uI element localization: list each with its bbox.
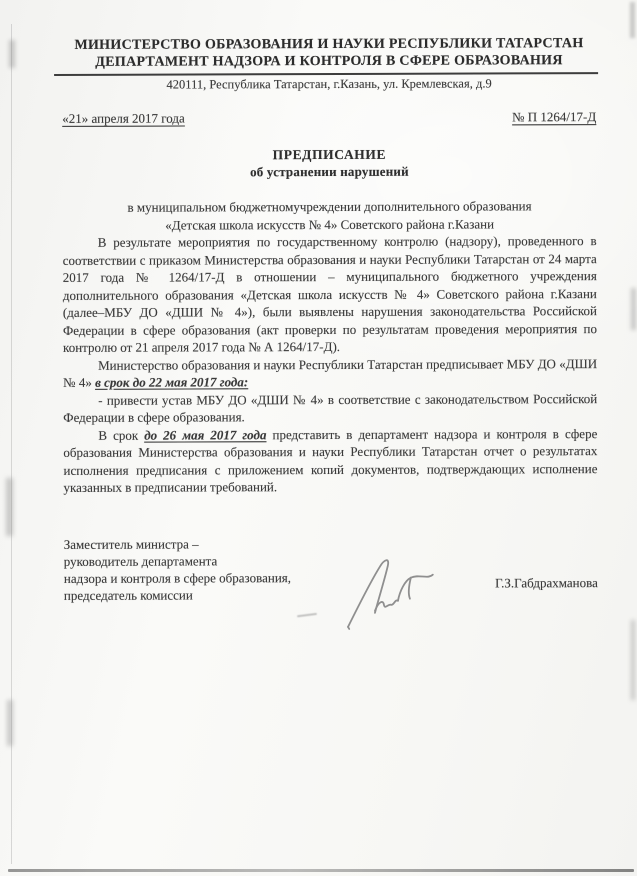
document-title — [62, 145, 596, 181]
scan-bottom-edge — [8, 869, 634, 872]
document-number: № П 1264/17-Д — [512, 109, 597, 125]
signer-title-line1: Заместитель министра – — [63, 535, 199, 552]
document-date: «21» апреля 2017 года — [62, 110, 185, 126]
document-subtitle — [63, 197, 597, 234]
scan-artifact — [9, 40, 15, 68]
paragraph-order-item: - привести устав МБУ ДО «ДШИ № 4» в соответствие с законодательством Российской Федерации в сфере образования. — [63, 390, 598, 425]
paragraph-findings: В результате мероприятия по государственному контролю (надзору), проведенного в соответствии с приказом Министерства образования и науки Республики Татарстан от 24 марта 2017 года № 1264/17-Д в отношении – муниципального бюджетного учреждения дополнительного образования «Детская школа искусств № 4» Советского района г.Казани (далее–МБУ ДО «ДШИ № 4»), были выявлены нарушения законодательства Российской Федерации в сфере образования (акт проверки по результатам проведения мероприятия по контролю от 21 апреля 2017 года № А 1264/17-Д). — [62, 233, 598, 355]
document-meta-row — [62, 109, 596, 127]
signer-title-line2: руководитель департамента — [63, 552, 218, 569]
scan-artifact — [631, 288, 636, 330]
signer-title-line3: надзора и контроля в сфере образования, — [63, 569, 292, 586]
department-name: ДЕПАРТАМЕНТ НАДЗОРА И КОНТРОЛЯ В СФЕРЕ ОБРАЗОВАНИЯ — [95, 53, 563, 70]
signer-title-line4: председатель комиссии — [63, 586, 193, 603]
document-content — [62, 35, 598, 635]
letterhead — [62, 35, 596, 71]
title-sub: об устранении нарушений — [250, 163, 409, 180]
handwritten-signature-icon — [340, 552, 440, 630]
signer-name: Г.З.Габдрахманова — [495, 574, 598, 590]
document-body — [63, 232, 598, 496]
order-deadline: в срок до 22 мая 2017 года: — [95, 374, 249, 390]
signature-block — [64, 534, 598, 636]
ministry-name: МИНИСТЕРСТВО ОБРАЗОВАНИЯ И НАУКИ РЕСПУБЛИКИ ТАТАРСТАН — [74, 36, 584, 53]
scan-artifact — [630, 2, 635, 38]
report-deadline: до 26 мая 2017 года — [144, 426, 267, 443]
subtitle-line1: в муниципальном бюджетномучреждении дополнительного образования — [127, 198, 532, 215]
org-address: 420111, Республика Татарстан, г.Казань, ул. Кремлевская, д.9 — [166, 76, 492, 92]
paragraph-report — [63, 425, 597, 497]
subtitle-line2: «Детская школа искусств № 4» Советского района г.Казани — [165, 215, 495, 233]
paragraph-order — [63, 355, 597, 392]
scan-artifact — [7, 700, 13, 746]
order-text: Министерство образования и науки Республики Татарстан предписывает МБУ ДО «ДШИ № 4» — [63, 355, 598, 390]
report-prefix: В срок — [98, 427, 145, 443]
scan-artifact — [6, 478, 13, 536]
report-suffix: представить в департамент надзора и контроля в сфере образования Министерства образования и науки Республики Татарстан отчет о результатах исполнения предписания с приложением копий документов, подтверждающих исполнение указанных в предписании требований. — [63, 425, 598, 495]
title-main: ПРЕДПИСАНИЕ — [272, 146, 387, 163]
scan-artifact — [297, 612, 317, 616]
scan-artifact — [631, 620, 635, 700]
